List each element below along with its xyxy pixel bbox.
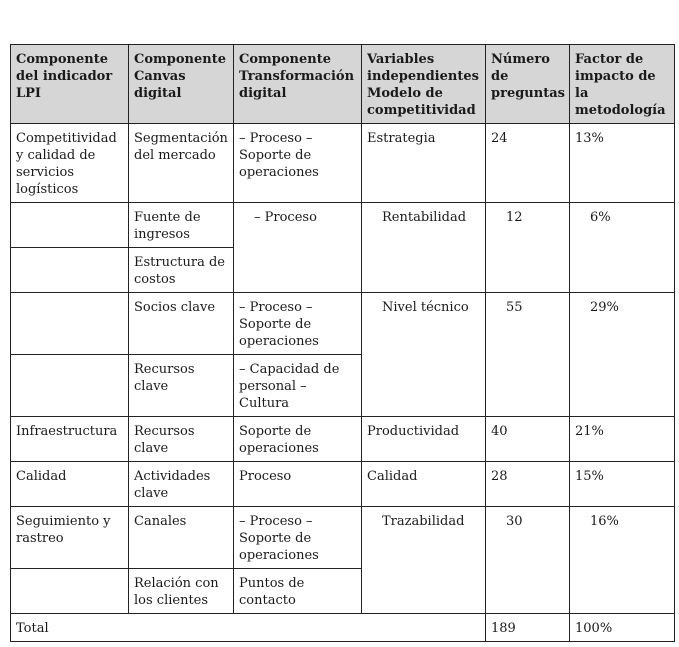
cell-canvas: Estructura de costos [129,248,234,293]
cell-lpi: Seguimiento y rastreo [11,507,129,569]
cell-variable: Productividad [362,417,486,462]
header-row [11,45,675,124]
cell-transformation: – Proceso [234,203,362,293]
cell-transformation: – Capacidad de personal – Cultura [234,355,362,417]
cell-variable: Rentabilidad [362,203,486,293]
cell-transformation: – Proceso – Soporte de operaciones [234,507,362,569]
header-lpi: Componente del indicador LPI [11,45,129,124]
cell-lpi: Infraestructura [11,417,129,462]
cell-lpi-empty [11,203,129,248]
cell-impact: 21% [570,417,675,462]
cell-questions: 40 [486,417,570,462]
total-row [11,614,675,642]
cell-canvas: Recursos clave [129,355,234,417]
cell-canvas: Actividades clave [129,462,234,507]
cell-transformation: Soporte de operaciones [234,417,362,462]
cell-canvas: Relación con los clientes [129,569,234,614]
cell-questions: 55 [486,293,570,417]
lpi-components-table [10,44,675,642]
cell-canvas: Segmentación del mercado [129,124,234,203]
cell-variable: Estrategia [362,124,486,203]
cell-lpi: Calidad [11,462,129,507]
cell-impact: 13% [570,124,675,203]
cell-variable: Nivel técnico [362,293,486,417]
table-row [11,507,675,569]
cell-variable: Calidad [362,462,486,507]
cell-lpi-empty [11,248,129,293]
cell-transformation: – Proceso – Soporte de operaciones [234,124,362,203]
cell-transformation: Puntos de contacto [234,569,362,614]
table-row [11,293,675,355]
cell-canvas: Fuente de ingresos [129,203,234,248]
cell-impact: 29% [570,293,675,417]
cell-lpi-empty [11,355,129,417]
total-impact: 100% [570,614,675,642]
table-row [11,417,675,462]
cell-lpi: Competitividad y calidad de servicios logísticos [11,124,129,203]
total-questions: 189 [486,614,570,642]
cell-impact: 6% [570,203,675,293]
table-row [11,203,675,248]
cell-variable: Trazabilidad [362,507,486,614]
total-label: Total [11,614,486,642]
cell-transformation: – Proceso – Soporte de operaciones [234,293,362,355]
cell-impact: 15% [570,462,675,507]
cell-canvas: Recursos clave [129,417,234,462]
cell-questions: 28 [486,462,570,507]
header-questions: Número de preguntas [486,45,570,124]
cell-questions: 12 [486,203,570,293]
cell-impact: 16% [570,507,675,614]
cell-canvas: Canales [129,507,234,569]
cell-transformation: Proceso [234,462,362,507]
cell-questions: 30 [486,507,570,614]
cell-lpi-empty [11,293,129,355]
header-transformation: Componente Transformación digital [234,45,362,124]
cell-questions: 24 [486,124,570,203]
header-variables: Variables independientes Modelo de competitividad [362,45,486,124]
header-impact-factor: Factor de impacto de la metodología [570,45,675,124]
table-row [11,124,675,203]
cell-lpi-empty [11,569,129,614]
table-row [11,462,675,507]
cell-canvas: Socios clave [129,293,234,355]
header-canvas: Componente Canvas digital [129,45,234,124]
